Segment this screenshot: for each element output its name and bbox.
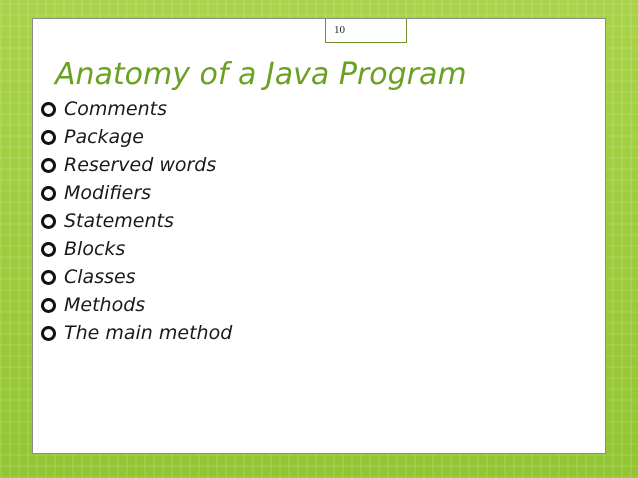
bullet-text: Classes <box>64 266 136 288</box>
ring-bullet-icon <box>41 102 56 117</box>
bullet-text: The main method <box>64 322 233 344</box>
list-item <box>41 123 232 151</box>
ring-bullet-icon <box>41 158 56 173</box>
ring-bullet-icon <box>41 242 56 257</box>
bullet-text: Reserved words <box>64 154 217 176</box>
bullet-text: Methods <box>64 294 146 316</box>
list-item <box>41 235 232 263</box>
ring-bullet-icon <box>41 270 56 285</box>
bullet-text: Modifiers <box>64 182 152 204</box>
bullet-text: Blocks <box>64 238 126 260</box>
ring-bullet-icon <box>41 214 56 229</box>
list-item <box>41 207 232 235</box>
ring-bullet-icon <box>41 130 56 145</box>
slide-panel <box>32 18 606 454</box>
list-item <box>41 319 232 347</box>
list-item <box>41 179 232 207</box>
ring-bullet-icon <box>41 298 56 313</box>
ring-bullet-icon <box>41 326 56 341</box>
ring-bullet-icon <box>41 186 56 201</box>
bullet-text: Package <box>64 126 144 148</box>
list-item <box>41 263 232 291</box>
bullet-text: Comments <box>64 98 167 120</box>
slide-title: Anatomy of a Java Program <box>55 57 467 92</box>
list-item <box>41 95 232 123</box>
list-item <box>41 151 232 179</box>
bullet-text: Statements <box>64 210 174 232</box>
bullet-list <box>41 95 232 347</box>
slide-number: 10 <box>325 19 407 43</box>
list-item <box>41 291 232 319</box>
